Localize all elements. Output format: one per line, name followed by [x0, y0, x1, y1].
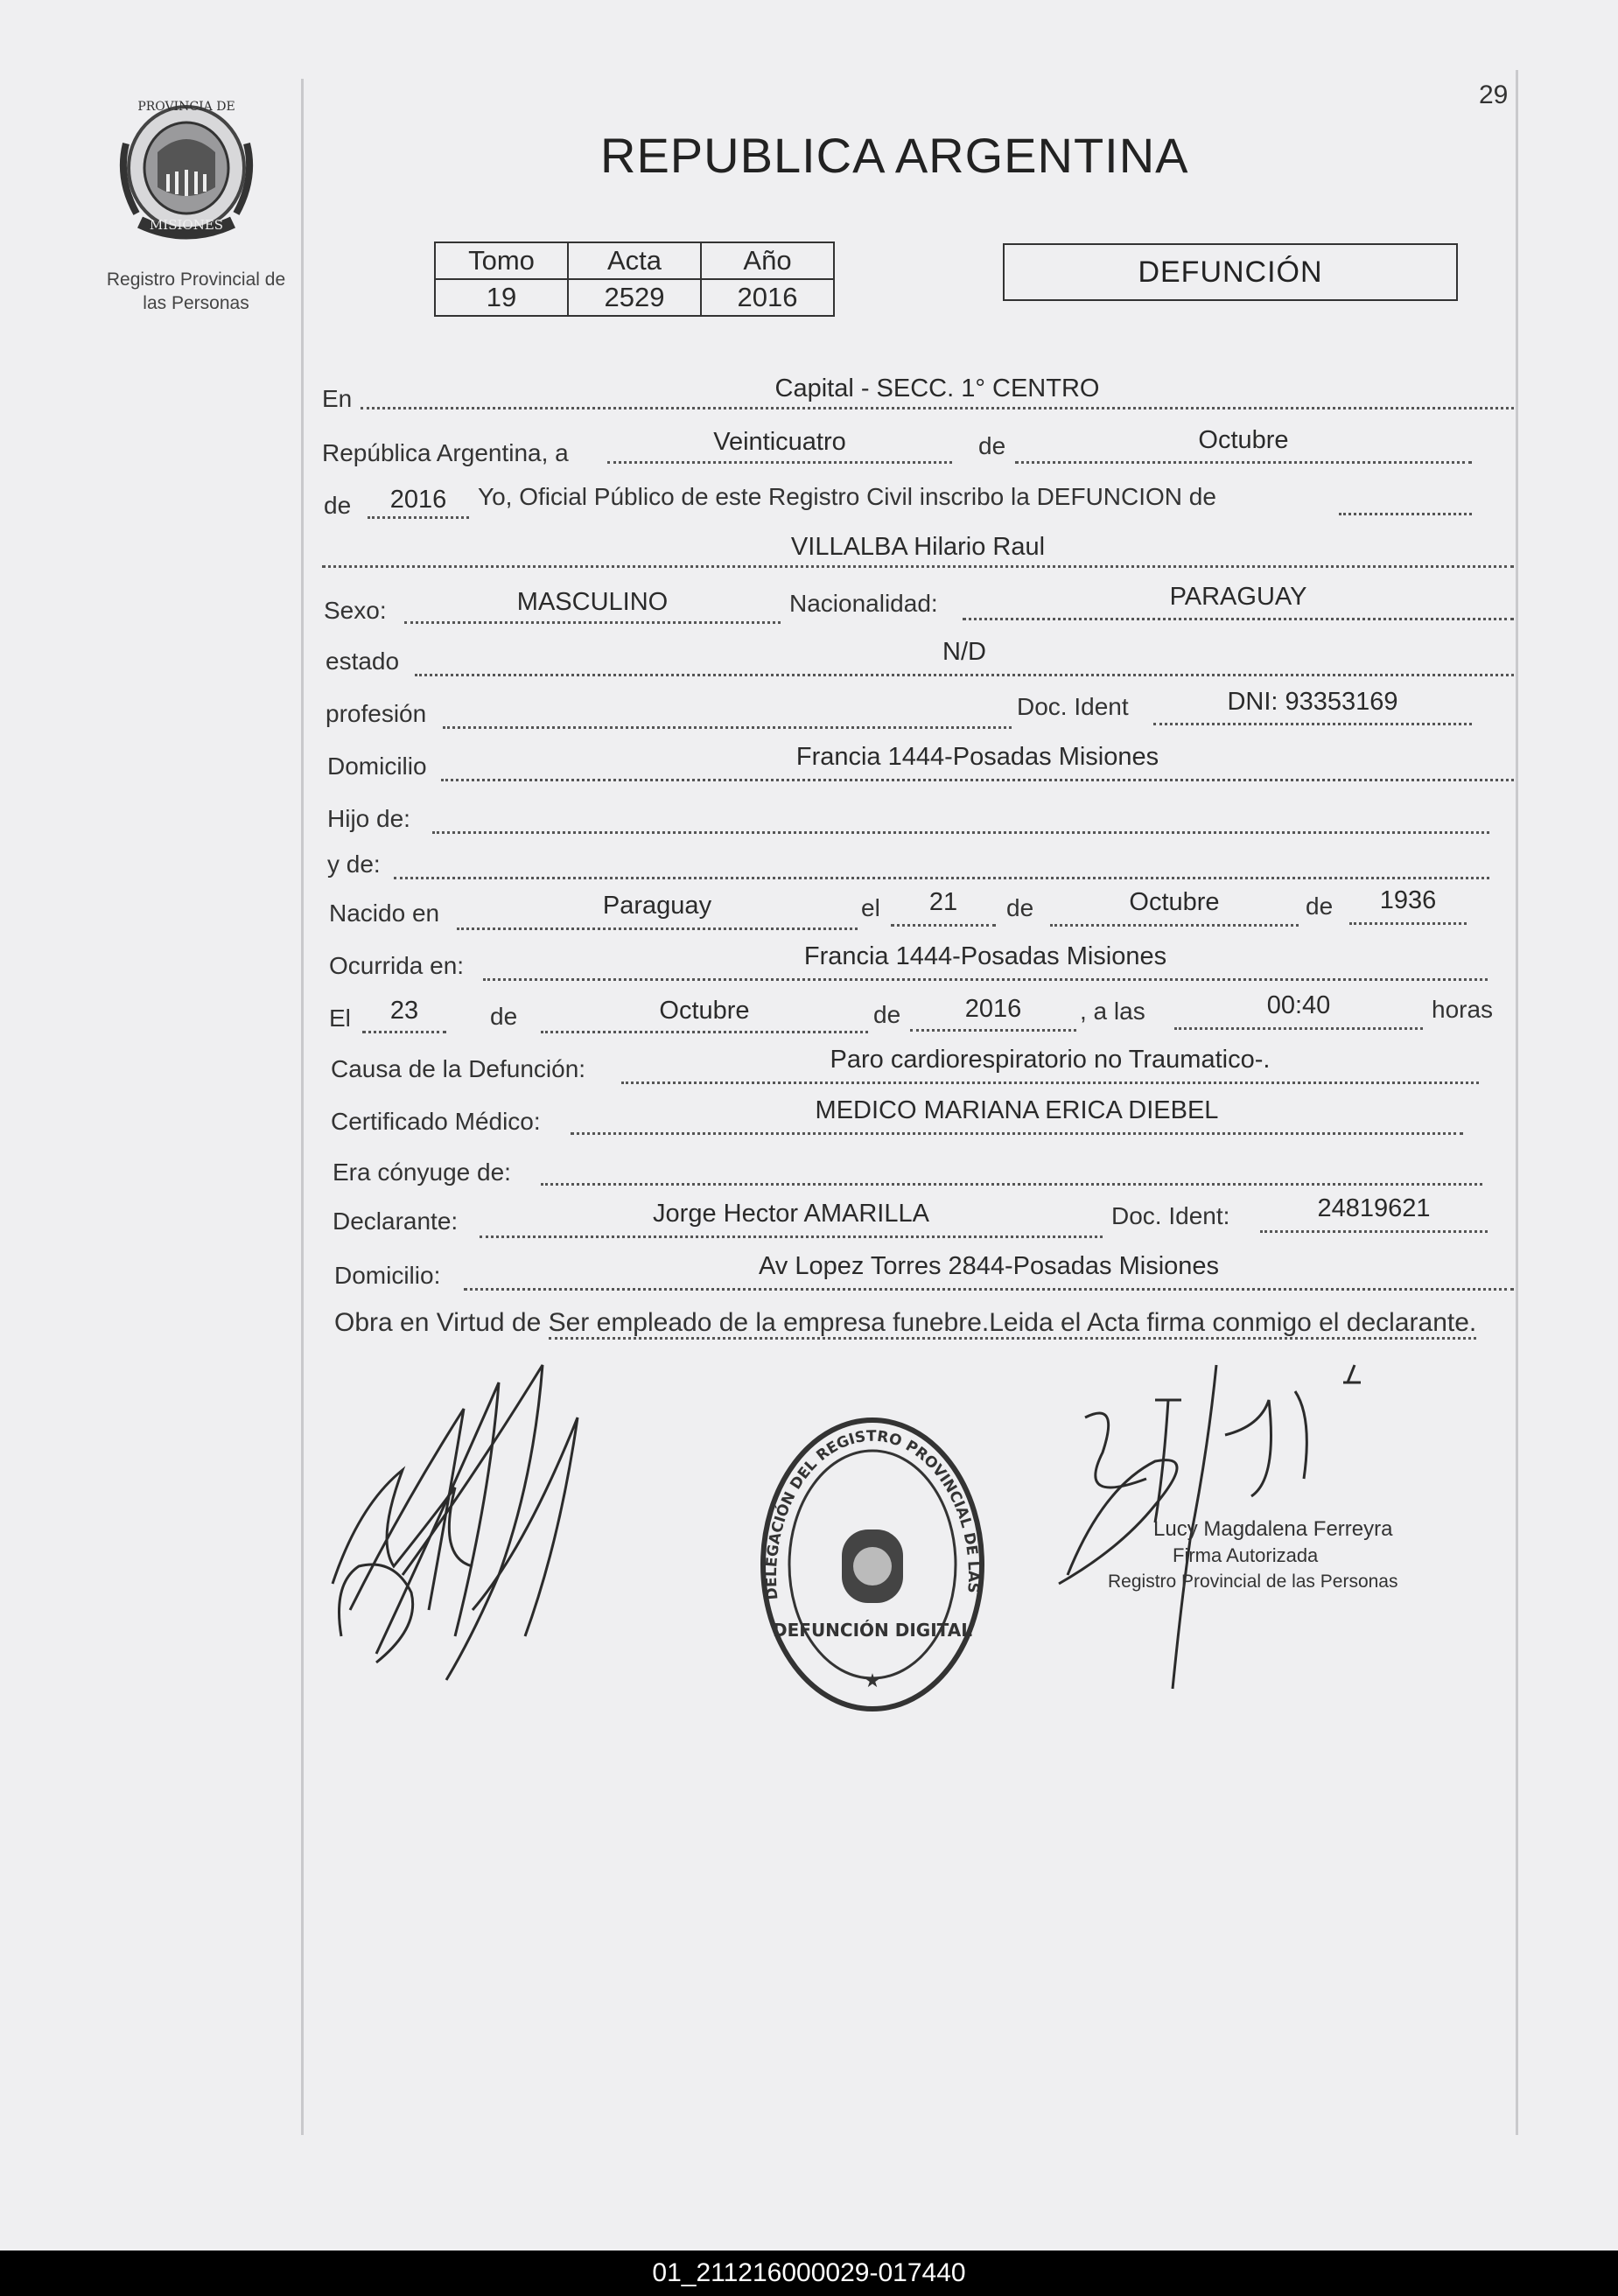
tomo-header: Tomo	[435, 242, 568, 279]
officer-block	[1108, 1516, 1398, 1595]
el-label: el	[861, 894, 880, 921]
svg-text:MISIONES: MISIONES	[149, 217, 224, 233]
profesion-field	[443, 700, 1012, 729]
statement-tail-field	[1339, 486, 1472, 515]
record-table	[434, 242, 835, 317]
decl-doc-value: 24819621	[1317, 1194, 1431, 1222]
nacionalidad-label: Nacionalidad:	[789, 590, 938, 617]
left-margin-line	[301, 79, 304, 2135]
domicilio-label: Domicilio	[327, 752, 427, 780]
sexo-value: MASCULINO	[516, 588, 669, 616]
officer-role: Firma Autorizada	[1173, 1544, 1319, 1566]
decl-doc-label: Doc. Ident:	[1111, 1202, 1230, 1229]
birth-de-label: de	[1006, 894, 1034, 921]
declarante-label: Declarante:	[333, 1208, 459, 1235]
tomo-value: 19	[435, 279, 568, 316]
acta-value: 2529	[568, 279, 701, 316]
page-title: REPUBLICA ARGENTINA	[600, 128, 1189, 183]
nacido-label: Nacido en	[329, 900, 440, 927]
svg-text:DELEGACIÓN DEL REGISTRO PROVIN: DELEGACIÓN DEL REGISTRO PROVINCIAL DE LAS	[762, 1427, 983, 1601]
conyuge-label: Era cónyuge de:	[333, 1158, 511, 1186]
official-stamp-icon	[754, 1407, 991, 1722]
declarant-signature-icon	[324, 1348, 613, 1724]
nacionalidad-value: PARAGUAY	[1169, 583, 1307, 611]
svg-text:★: ★	[864, 1670, 881, 1691]
estado-value: N/D	[942, 638, 986, 666]
obra-paragraph	[334, 1306, 1516, 1340]
hijo-field	[432, 805, 1489, 834]
republica-label: República Argentina, a	[322, 439, 569, 466]
nacido-value: Paraguay	[602, 892, 712, 920]
page-number: 29	[1479, 80, 1509, 109]
en-label: En	[322, 385, 353, 412]
death-month-value: Octubre	[659, 997, 750, 1025]
de-label: de	[978, 432, 1006, 459]
officer-org: Registro Provincial de las Personas	[1108, 1572, 1398, 1592]
month-value: Octubre	[1198, 426, 1289, 454]
de-year-label: de	[324, 492, 352, 519]
domicilio-value: Francia 1444-Posadas Misiones	[795, 743, 1159, 771]
obra-label: Obra en Virtud de	[334, 1308, 542, 1337]
anio-header: Año	[701, 242, 834, 279]
death-de2-label: de	[873, 1001, 901, 1028]
officer-name: Lucy Magdalena Ferreyra	[1153, 1517, 1393, 1541]
doc-value: DNI: 93353169	[1227, 688, 1398, 716]
causa-value: Paro cardiorespiratorio no Traumatico-.	[830, 1046, 1271, 1074]
cert-value: MEDICO MARIANA ERICA DIEBEL	[815, 1096, 1219, 1124]
yde-field	[394, 850, 1489, 879]
right-margin-line	[1516, 70, 1518, 2135]
causa-label: Causa de la Defunción:	[331, 1055, 586, 1082]
profesion-label: profesión	[326, 700, 427, 727]
El-label: El	[329, 1004, 351, 1032]
death-de-label: de	[490, 1003, 518, 1030]
death-day-value: 23	[389, 997, 419, 1025]
horas-label: horas	[1432, 996, 1494, 1023]
birth-year-value: 1936	[1379, 886, 1437, 914]
misiones-seal-icon	[114, 91, 259, 248]
death-year-value: 2016	[964, 995, 1022, 1023]
declarante-value: Jorge Hector AMARILLA	[653, 1200, 929, 1228]
scan-id-footer: 01_211216000029-017440	[0, 2250, 1618, 2296]
obra-text: Ser empleado de la empresa funebre.Leida el Acta firma conmigo el declarante.	[549, 1308, 1477, 1340]
ocurrida-label: Ocurrida en:	[329, 952, 465, 979]
birth-day-value: 21	[928, 888, 958, 916]
svg-text:PROVINCIA DE: PROVINCIA DE	[137, 100, 235, 114]
en-value: Capital - SECC. 1° CENTRO	[774, 374, 1100, 402]
hijo-label: Hijo de:	[327, 805, 410, 832]
alas-label: , a las	[1080, 998, 1145, 1025]
record-type: DEFUNCIÓN	[1003, 243, 1458, 301]
year-value: 2016	[389, 486, 447, 514]
birth-month-value: Octubre	[1129, 888, 1220, 916]
deceased-name: VILLALBA Hilario Raul	[790, 533, 1046, 561]
acta-header: Acta	[568, 242, 701, 279]
anio-value: 2016	[701, 279, 834, 316]
statement-text: Yo, Oficial Público de este Registro Civil inscribo la DEFUNCION de	[478, 483, 1216, 510]
doc-label: Doc. Ident	[1017, 693, 1129, 720]
ocurrida-value: Francia 1444-Posadas Misiones	[803, 942, 1167, 970]
yde-label: y de:	[327, 850, 381, 878]
domicilio2-value: Av Lopez Torres 2844-Posadas Misiones	[758, 1252, 1220, 1280]
cert-label: Certificado Médico:	[331, 1108, 541, 1135]
estado-label: estado	[326, 648, 400, 675]
day-value: Veinticuatro	[713, 428, 846, 456]
conyuge-field	[541, 1157, 1482, 1186]
time-value: 00:40	[1266, 991, 1331, 1019]
birth-de2-label: de	[1306, 892, 1334, 920]
sexo-label: Sexo:	[324, 597, 387, 624]
registry-name: Registro Provincial de las Personas	[106, 270, 286, 313]
svg-text:DEFUNCIÓN DIGITAL: DEFUNCIÓN DIGITAL	[773, 1620, 972, 1641]
domicilio2-label: Domicilio:	[334, 1262, 441, 1289]
